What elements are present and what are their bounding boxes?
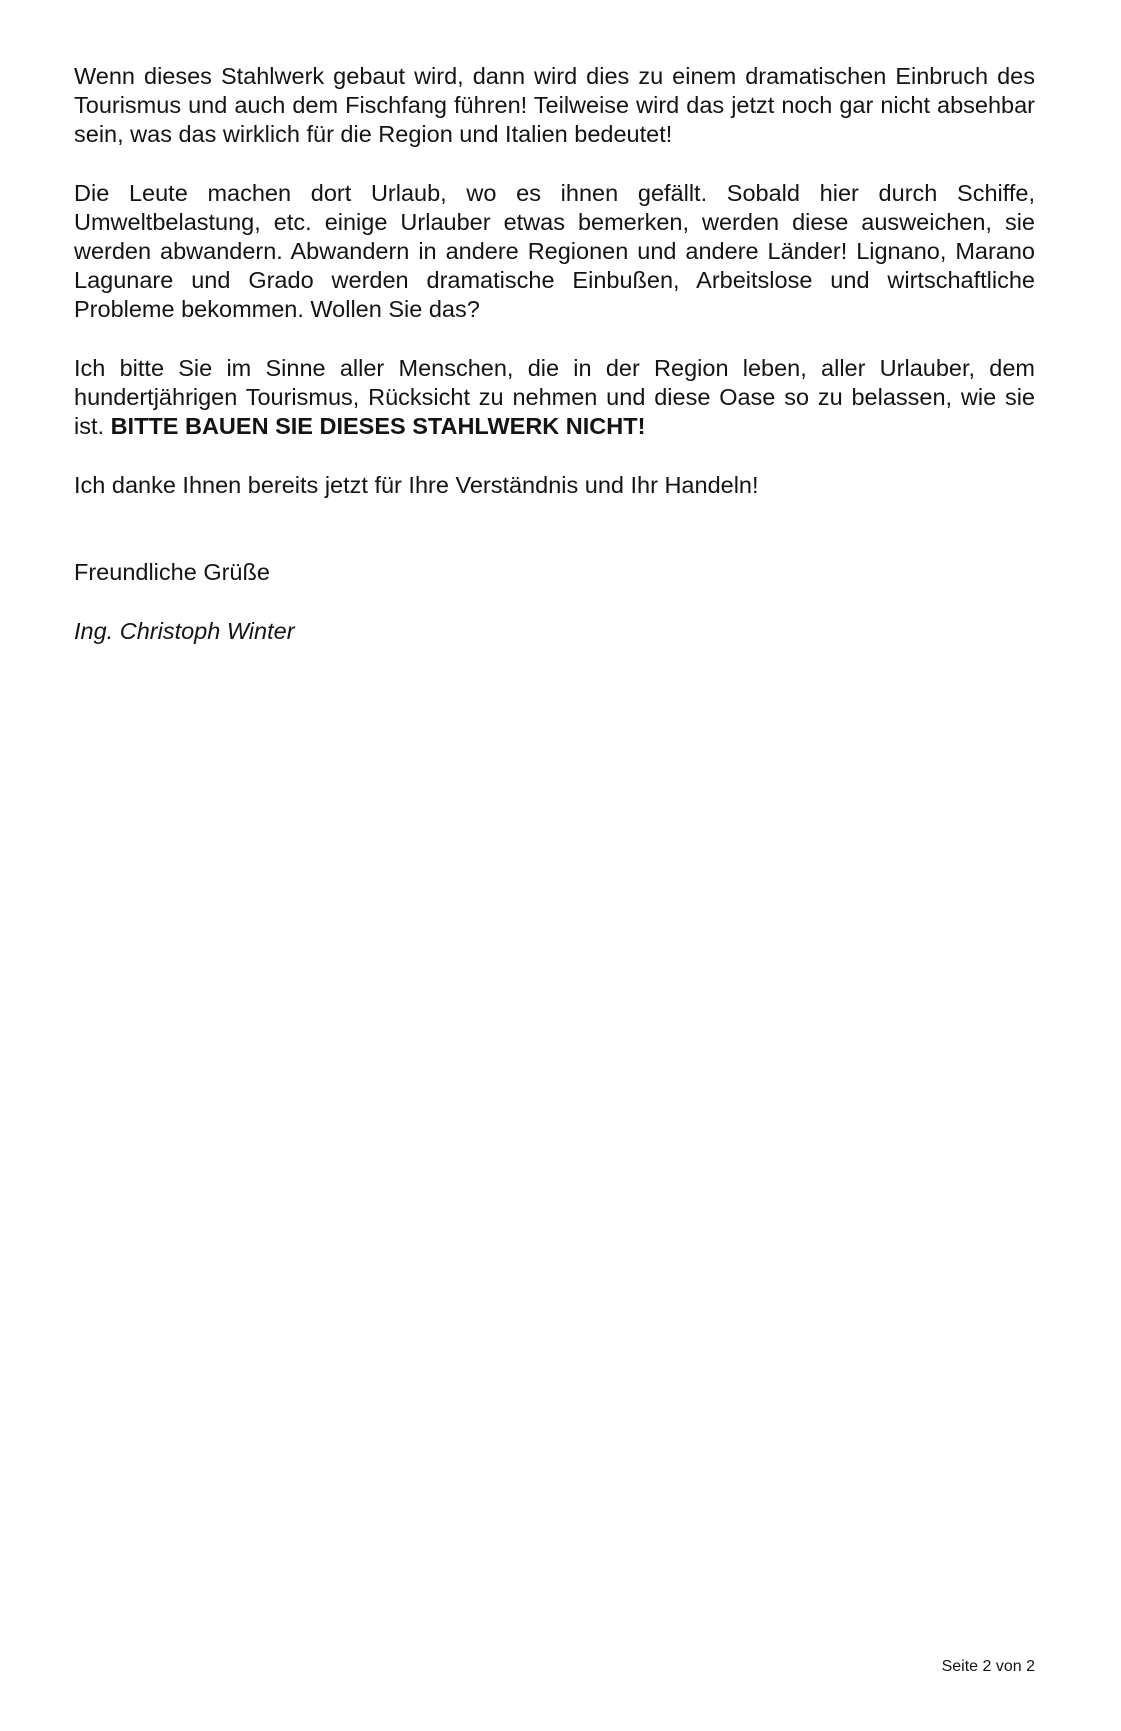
appeal-emphasis: BITTE BAUEN SIE DIESES STAHLWERK NICHT! xyxy=(110,413,646,439)
appeal-text: Ich bitte Sie im Sinne aller Menschen, die in der Region leben, aller Urlauber, dem hundertjährigen Tourismus, Rücksicht zu nehmen und diese Oase so zu belassen, wie sie ist. xyxy=(74,355,1035,439)
letter-body xyxy=(74,62,1035,646)
signature: Ing. Christoph Winter xyxy=(74,618,295,644)
paragraph-appeal xyxy=(74,354,1035,441)
paragraph-impact: Wenn dieses Stahlwerk gebaut wird, dann wird dies zu einem dramatischen Einbruch des Tourismus und auch dem Fischfang führen! Teilweise wird das jetzt noch gar nicht absehbar sein, was das wirklich für die Region und Italien bedeutet! xyxy=(74,63,1035,147)
closing-greeting: Freundliche Grüße xyxy=(74,559,270,585)
page-number: Seite 2 von 2 xyxy=(941,1658,1035,1675)
paragraph-tourists: Die Leute machen dort Urlaub, wo es ihnen gefällt. Sobald hier durch Schiffe, Umweltbelastung, etc. einige Urlauber etwas bemerken, werden diese ausweichen, sie werden abwandern. Abwandern in andere Regionen und andere Länder! Lignano, Marano Lagunare und Grado werden dramatische Einbußen, Arbeitslose und wirtschaftliche Probleme bekommen. Wollen Sie das? xyxy=(74,180,1035,322)
paragraph-thanks: Ich danke Ihnen bereits jetzt für Ihre Verständnis und Ihr Handeln! xyxy=(74,472,759,498)
